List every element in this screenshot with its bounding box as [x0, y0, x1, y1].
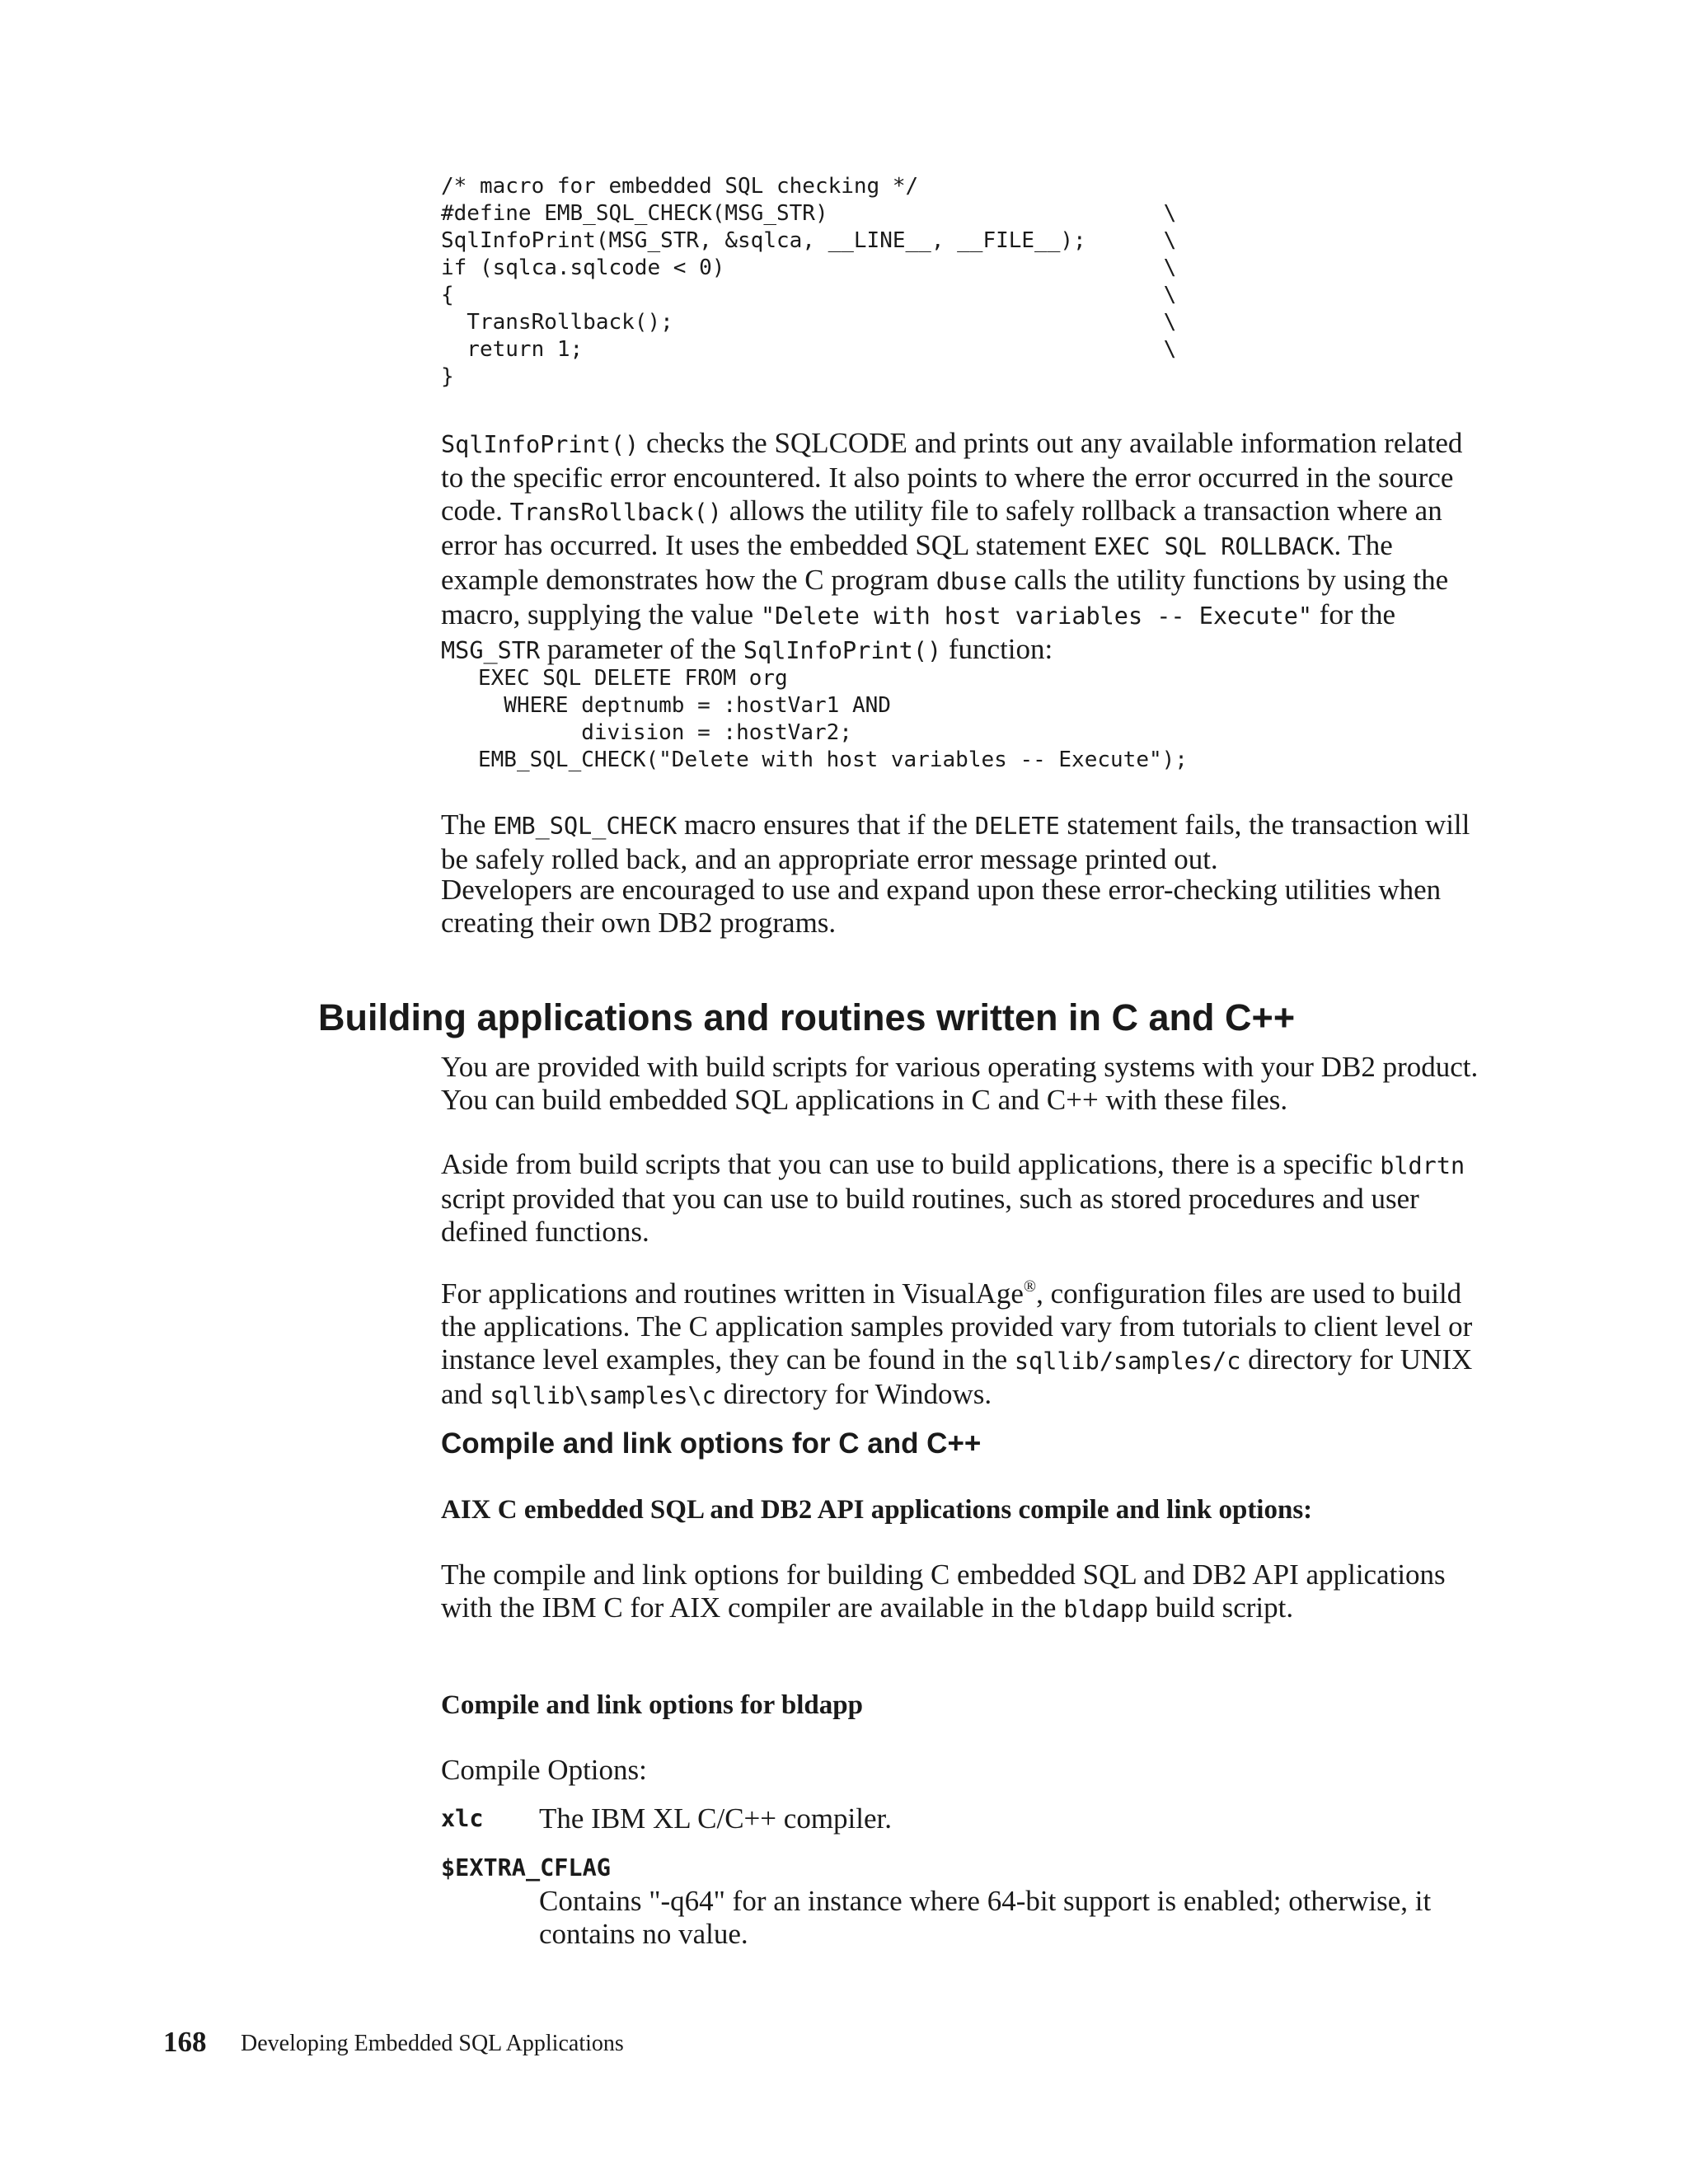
inline-code: TransRollback()	[509, 499, 722, 526]
topic-heading: AIX C embedded SQL and DB2 API applications compile and link options:	[441, 1495, 1313, 1525]
inline-code: "Delete with host variables -- Execute"	[760, 602, 1313, 630]
inline-code: dbuse	[935, 568, 1007, 595]
inline-code: EMB_SQL_CHECK	[493, 813, 678, 840]
definition-term: xlc	[441, 1805, 484, 1832]
inline-code: SqlInfoPrint()	[743, 637, 942, 664]
inline-code: DELETE	[974, 813, 1060, 840]
inline-code: MSG_STR	[441, 637, 541, 664]
definition-term: $EXTRA_CFLAG	[441, 1854, 611, 1882]
code-block-delete-example: EXEC SQL DELETE FROM org WHERE deptnumb = :hostVar1 AND division = :hostVar2; EMB_SQL_CHECK("Delete with host variables -- Execute");	[478, 666, 1188, 772]
code-block-macro: /* macro for embedded SQL checking */ #define EMB_SQL_CHECK(MSG_STR) \ SqlInfoPrint(MSG_STR, &sqlca, __LINE__, __FILE__); \ if (sqlca.sqlcode < 0) \ { \ TransRollback(); \ return 1; \ }	[441, 174, 1177, 389]
paragraph-developers: Developers are encouraged to use and expand upon these error-checking utilities when creating their own DB2 programs.	[441, 874, 1442, 939]
subsection-heading: Compile and link options for C and C++	[441, 1427, 982, 1460]
paragraph-emb-sql-check: The EMB_SQL_CHECK macro ensures that if the DELETE statement fails, the transaction will be safely rolled back, and an appropriate error message printed out.	[441, 808, 1470, 875]
section-heading: Building applications and routines written in C and C++	[318, 996, 1296, 1038]
paragraph-visualage: For applications and routines written in VisualAge®, configuration files are used to build the applications. The C application samples provided vary from tutorials to client level or instance level examples, they can be found in the sqllib/samples/c directory for UNIX and sqllib\samples\c directory for Windows.	[441, 1277, 1473, 1410]
inline-code: EXEC SQL ROLLBACK	[1093, 533, 1334, 560]
table-heading: Compile and link options for bldapp	[441, 1690, 863, 1720]
inline-code: bldapp	[1063, 1596, 1149, 1623]
registered-mark: ®	[1023, 1277, 1037, 1296]
paragraph-sqlinfoprint: SqlInfoPrint() checks the SQLCODE and prints out any available information related to the specific error encountered. It also points to where the error occurred in the source code. TransRollback() allows the utility file to safely rollback a transaction where an error has occurred. It uses the embedded SQL statement EXEC SQL ROLLBACK. The example demonstrates how the C program dbuse calls the utility functions by using the macro, supplying the value "Delete with host variables -- Execute" for the MSG_STR parameter of the SqlInfoPrint() function:	[441, 427, 1463, 665]
inline-code: sqllib\samples\c	[490, 1382, 716, 1409]
paragraph-build-scripts: You are provided with build scripts for various operating systems with your DB2 product. You can build embedded SQL applications in C and C++ with these files.	[441, 1051, 1479, 1116]
footer-book-title: Developing Embedded SQL Applications	[241, 2031, 624, 2056]
inline-code: bldrtn	[1380, 1152, 1465, 1179]
definition-description: Contains "-q64" for an instance where 64-bit support is enabled; otherwise, it contains no value.	[539, 1885, 1432, 1950]
definition-description: The IBM XL C/C++ compiler.	[539, 1802, 892, 1835]
inline-code: sqllib/samples/c	[1014, 1347, 1241, 1375]
paragraph-compile-link: The compile and link options for building C embedded SQL and DB2 API applications with the IBM C for AIX compiler are available in the bldapp build script.	[441, 1558, 1446, 1624]
paragraph-bldrtn: Aside from build scripts that you can use to build applications, there is a specific bldrtn script provided that you can use to build routines, such as stored procedures and user defined functions.	[441, 1148, 1465, 1248]
page-number: 168	[163, 2026, 207, 2058]
inline-code: SqlInfoPrint()	[441, 431, 640, 458]
paragraph-compile-options: Compile Options:	[441, 1754, 647, 1786]
